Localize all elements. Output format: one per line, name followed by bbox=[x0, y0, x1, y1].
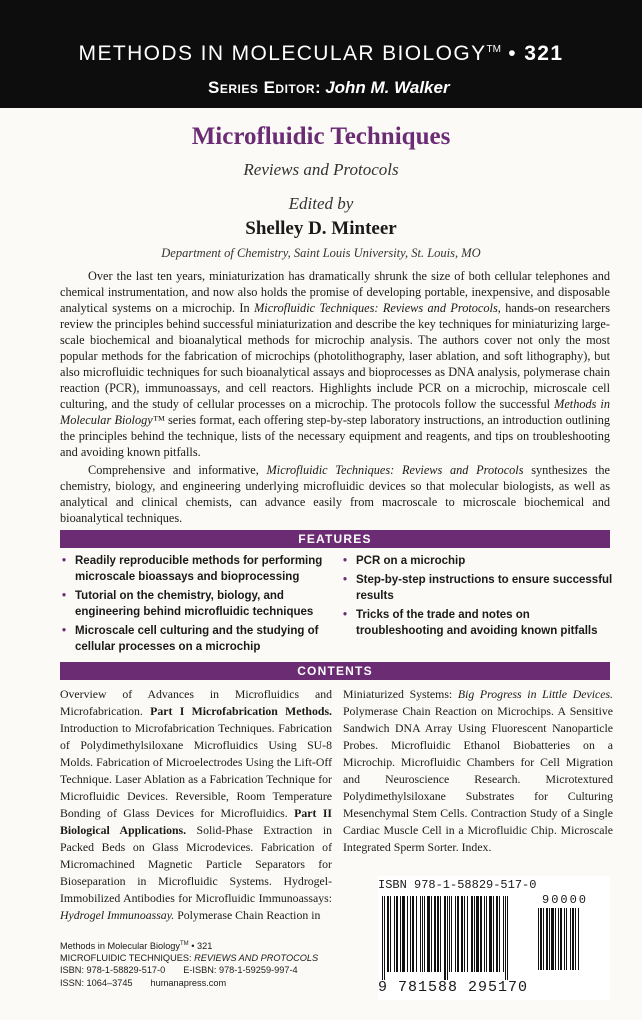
barcode-bar bbox=[396, 896, 398, 972]
barcode-bar bbox=[455, 896, 456, 972]
barcode-bar bbox=[457, 896, 459, 972]
features-heading: FEATURES bbox=[60, 530, 610, 548]
barcode-bar bbox=[420, 896, 421, 972]
feature-item: • Tutorial on the chemistry, biology, and engineering behind microfluidic techniques bbox=[62, 590, 314, 618]
barcode-bar bbox=[416, 896, 417, 972]
barcode-bar bbox=[578, 908, 579, 970]
series-header-band bbox=[0, 0, 642, 108]
barcode-bar bbox=[412, 896, 414, 972]
part-heading: Part II Biological Applications. bbox=[60, 806, 332, 837]
barcode-bar bbox=[564, 908, 565, 970]
bullet-icon: • bbox=[343, 555, 348, 567]
barcode-bar bbox=[546, 908, 548, 970]
footer-isbn: ISBN: 978-1-58829-517-0 E-ISBN: 978-1-59259-997-4 bbox=[60, 965, 298, 976]
series-editor: Series Editor: John M. Walker bbox=[208, 78, 450, 97]
bullet-icon: • bbox=[62, 555, 67, 567]
barcode-bar bbox=[390, 896, 391, 972]
barcode-bar bbox=[431, 896, 432, 972]
editor-affiliation: Department of Chemistry, Saint Louis University, St. Louis, MO bbox=[161, 246, 481, 260]
contents-column-right: Miniaturized Systems: Big Progress in Little Devices. Polymerase Chain Reaction on Microchips. A Sensitive Sandwich DNA Array Using Fluorescent Nanoparticle Probes. Microfluidic Ethanol Biobatteries on a Microchip. Microfluidic Chambers for Cell Migration and Neuroscience Research. Microtextured Polydimethylsiloxane Substrates for Culturing Mesenchymal Stem Cells. Contraction Study of a Single Cardiac Muscle Cell in a Microfluidic Chip. Microscale Integrated Sperm Sorter. Index. bbox=[343, 687, 613, 854]
barcode-bar bbox=[575, 908, 576, 970]
barcode-bar bbox=[464, 896, 465, 972]
description-paragraph: Comprehensive and informative, Microfluidic Techniques: Reviews and Protocols synthesizes the chemistry, biology, and engineering underlying microfluidic devices so that molecular biologists, as well as analytical and clinical chemists, can advance easily from macroscale to microscale biochemical and bioanalytical techniques. bbox=[60, 463, 610, 525]
part-heading: Part I Microfabrication Methods. bbox=[150, 704, 332, 718]
barcode-bar bbox=[489, 896, 492, 972]
ean-barcode-bars bbox=[382, 896, 532, 980]
barcode-bar bbox=[540, 908, 542, 970]
contents-heading: CONTENTS bbox=[60, 662, 610, 680]
barcode-bar bbox=[384, 896, 385, 980]
barcode-bar bbox=[476, 896, 479, 972]
bullet-icon: • bbox=[343, 574, 348, 586]
barcode-bar bbox=[447, 896, 448, 980]
barcode-bar bbox=[407, 896, 408, 972]
barcode-bar bbox=[507, 896, 508, 980]
barcode-bar bbox=[474, 896, 475, 972]
feature-item: • Readily reproducible methods for performing microscale bioassays and bioprocessing bbox=[62, 555, 323, 583]
price-code: 90000 bbox=[542, 893, 589, 907]
isbn-barcode bbox=[378, 876, 610, 1000]
bullet-icon: • bbox=[62, 590, 67, 602]
volume-editor-name: Shelley D. Minteer bbox=[245, 218, 397, 239]
barcode-bar bbox=[461, 896, 463, 972]
barcode-bar bbox=[484, 896, 485, 972]
series-title: METHODS IN MOLECULAR BIOLOGY™ • 321 bbox=[78, 42, 564, 65]
barcode-bar bbox=[467, 896, 468, 972]
book-title: Microfluidic Techniques bbox=[191, 123, 451, 150]
footer-title: MICROFLUIDIC TECHNIQUES: REVIEWS AND PROTOCOLS bbox=[60, 953, 319, 964]
footer-issn: ISSN: 1064–3745 humanapress.com bbox=[60, 977, 227, 988]
barcode-bar bbox=[451, 896, 452, 972]
feature-item: • Tricks of the trade and notes on troubleshooting and avoiding known pitfalls bbox=[343, 609, 598, 637]
barcode-bar bbox=[424, 896, 425, 972]
isbn-line: ISBN 978-1-58829-517-0 bbox=[378, 878, 537, 892]
feature-item: • PCR on a microchip bbox=[343, 555, 466, 567]
barcode-bar bbox=[538, 908, 539, 970]
description-paragraph: Over the last ten years, miniaturization has dramatically shrunk the size of both cellular telephones and chemical instrumentation, and now also holds the promise of developing portable, inexpensive, and disposable analytical systems on a microchip. In Microfluidic Techniques: Reviews and Protocols, hands-on researchers review the principles behind successful miniaturization and describe the key techniques for miniaturizing large-scale biochemical and bioanalytical methods for microchip analysis. The authors cover not only the most popular methods for the fabrication of microchips (photolithography, laser ablation, and soft lithography), but also microfluidic techniques for such bioanalytical assays and bioprocesses as DNA analysis, polymerase chain reaction (PCR), immunoassays, and cell reactors. Highlights include PCR on a microchip, microscale cell culturing, and the study of cellular processes on a microchip. The protocols follow the successful Methods in Molecular Biology™ series format, each offering step-by-step laboratory instructions, an introduction outlining the principles behind the technique, lists of the necessary equipment and reagents, and tips on troubleshooting and avoiding known pitfalls. bbox=[60, 269, 610, 459]
volume-number: 321 bbox=[524, 42, 564, 65]
footer-series: Methods in Molecular Biology™ • 321 bbox=[60, 941, 213, 952]
barcode-bar bbox=[505, 896, 506, 980]
footer-info bbox=[60, 938, 318, 989]
barcode-bar bbox=[543, 908, 544, 970]
barcode-bar bbox=[503, 896, 504, 972]
barcode-bar bbox=[551, 908, 554, 970]
bullet-icon: • bbox=[62, 625, 67, 637]
barcode-bar bbox=[434, 896, 436, 972]
barcode-bar bbox=[570, 908, 571, 970]
barcode-bar bbox=[471, 896, 473, 972]
barcode-bar bbox=[444, 896, 446, 980]
ean-digits: 9 781588 295170 bbox=[378, 979, 529, 996]
book-description bbox=[60, 268, 610, 528]
contents-column-left: Overview of Advances in Microfluidics and Microfabrication. Part I Microfabrication Methods. Introduction to Microfabrication Techniques. Fabrication of Polydimethylsiloxane Microfluidics Using SU-8 Molds. Fabrication of Microelectrodes Using the Lift-Off Technique. Laser Ablation as a Fabrication Technique for Microfluidic Devices. Reversible, Room Temperature Bonding of Glass Devices for Microfluidics. Part II Biological Applications. Solid-Phase Extraction in Packed Beds on Glass Microdevices. Fabrication of Micromachined Magnetic Particle Separators for Bioseparation in Microfluidic Systems. Hydrogel-Immobilized Antibodies for Microfluidic Immunoassays: Hydrogel Immunoassay. Polymerase Chain Reaction in bbox=[60, 687, 332, 922]
barcode-bar bbox=[387, 896, 389, 972]
barcode-bar bbox=[422, 896, 423, 972]
barcode-bar bbox=[496, 896, 498, 972]
features-list-right bbox=[343, 553, 613, 642]
price-barcode-bars bbox=[538, 908, 604, 978]
barcode-bar bbox=[499, 896, 500, 972]
barcode-bar bbox=[440, 896, 441, 972]
barcode-bar bbox=[410, 896, 411, 972]
barcode-bar bbox=[486, 896, 487, 972]
barcode-bar bbox=[566, 908, 567, 970]
bullet-icon: • bbox=[343, 609, 348, 621]
barcode-bar bbox=[480, 896, 482, 972]
barcode-bar bbox=[400, 896, 401, 972]
barcode-bar bbox=[555, 908, 556, 970]
barcode-bar bbox=[449, 896, 450, 972]
barcode-bar bbox=[572, 908, 574, 970]
feature-item: • Microscale cell culturing and the studying of cellular processes on a microchip bbox=[62, 625, 319, 653]
barcode-bar bbox=[402, 896, 405, 972]
barcode-bar bbox=[493, 896, 494, 972]
barcode-bar bbox=[382, 896, 383, 980]
barcode-bar bbox=[437, 896, 439, 972]
barcode-bar bbox=[558, 908, 559, 970]
feature-item: • Step-by-step instructions to ensure successful results bbox=[343, 574, 613, 602]
features-list-left bbox=[62, 553, 334, 658]
barcode-bar bbox=[560, 908, 562, 970]
barcode-bar bbox=[394, 896, 395, 972]
book-subtitle: Reviews and Protocols bbox=[243, 160, 399, 179]
barcode-bar bbox=[427, 896, 430, 972]
barcode-bar bbox=[549, 908, 550, 970]
edited-by-label: Edited by bbox=[288, 194, 354, 213]
